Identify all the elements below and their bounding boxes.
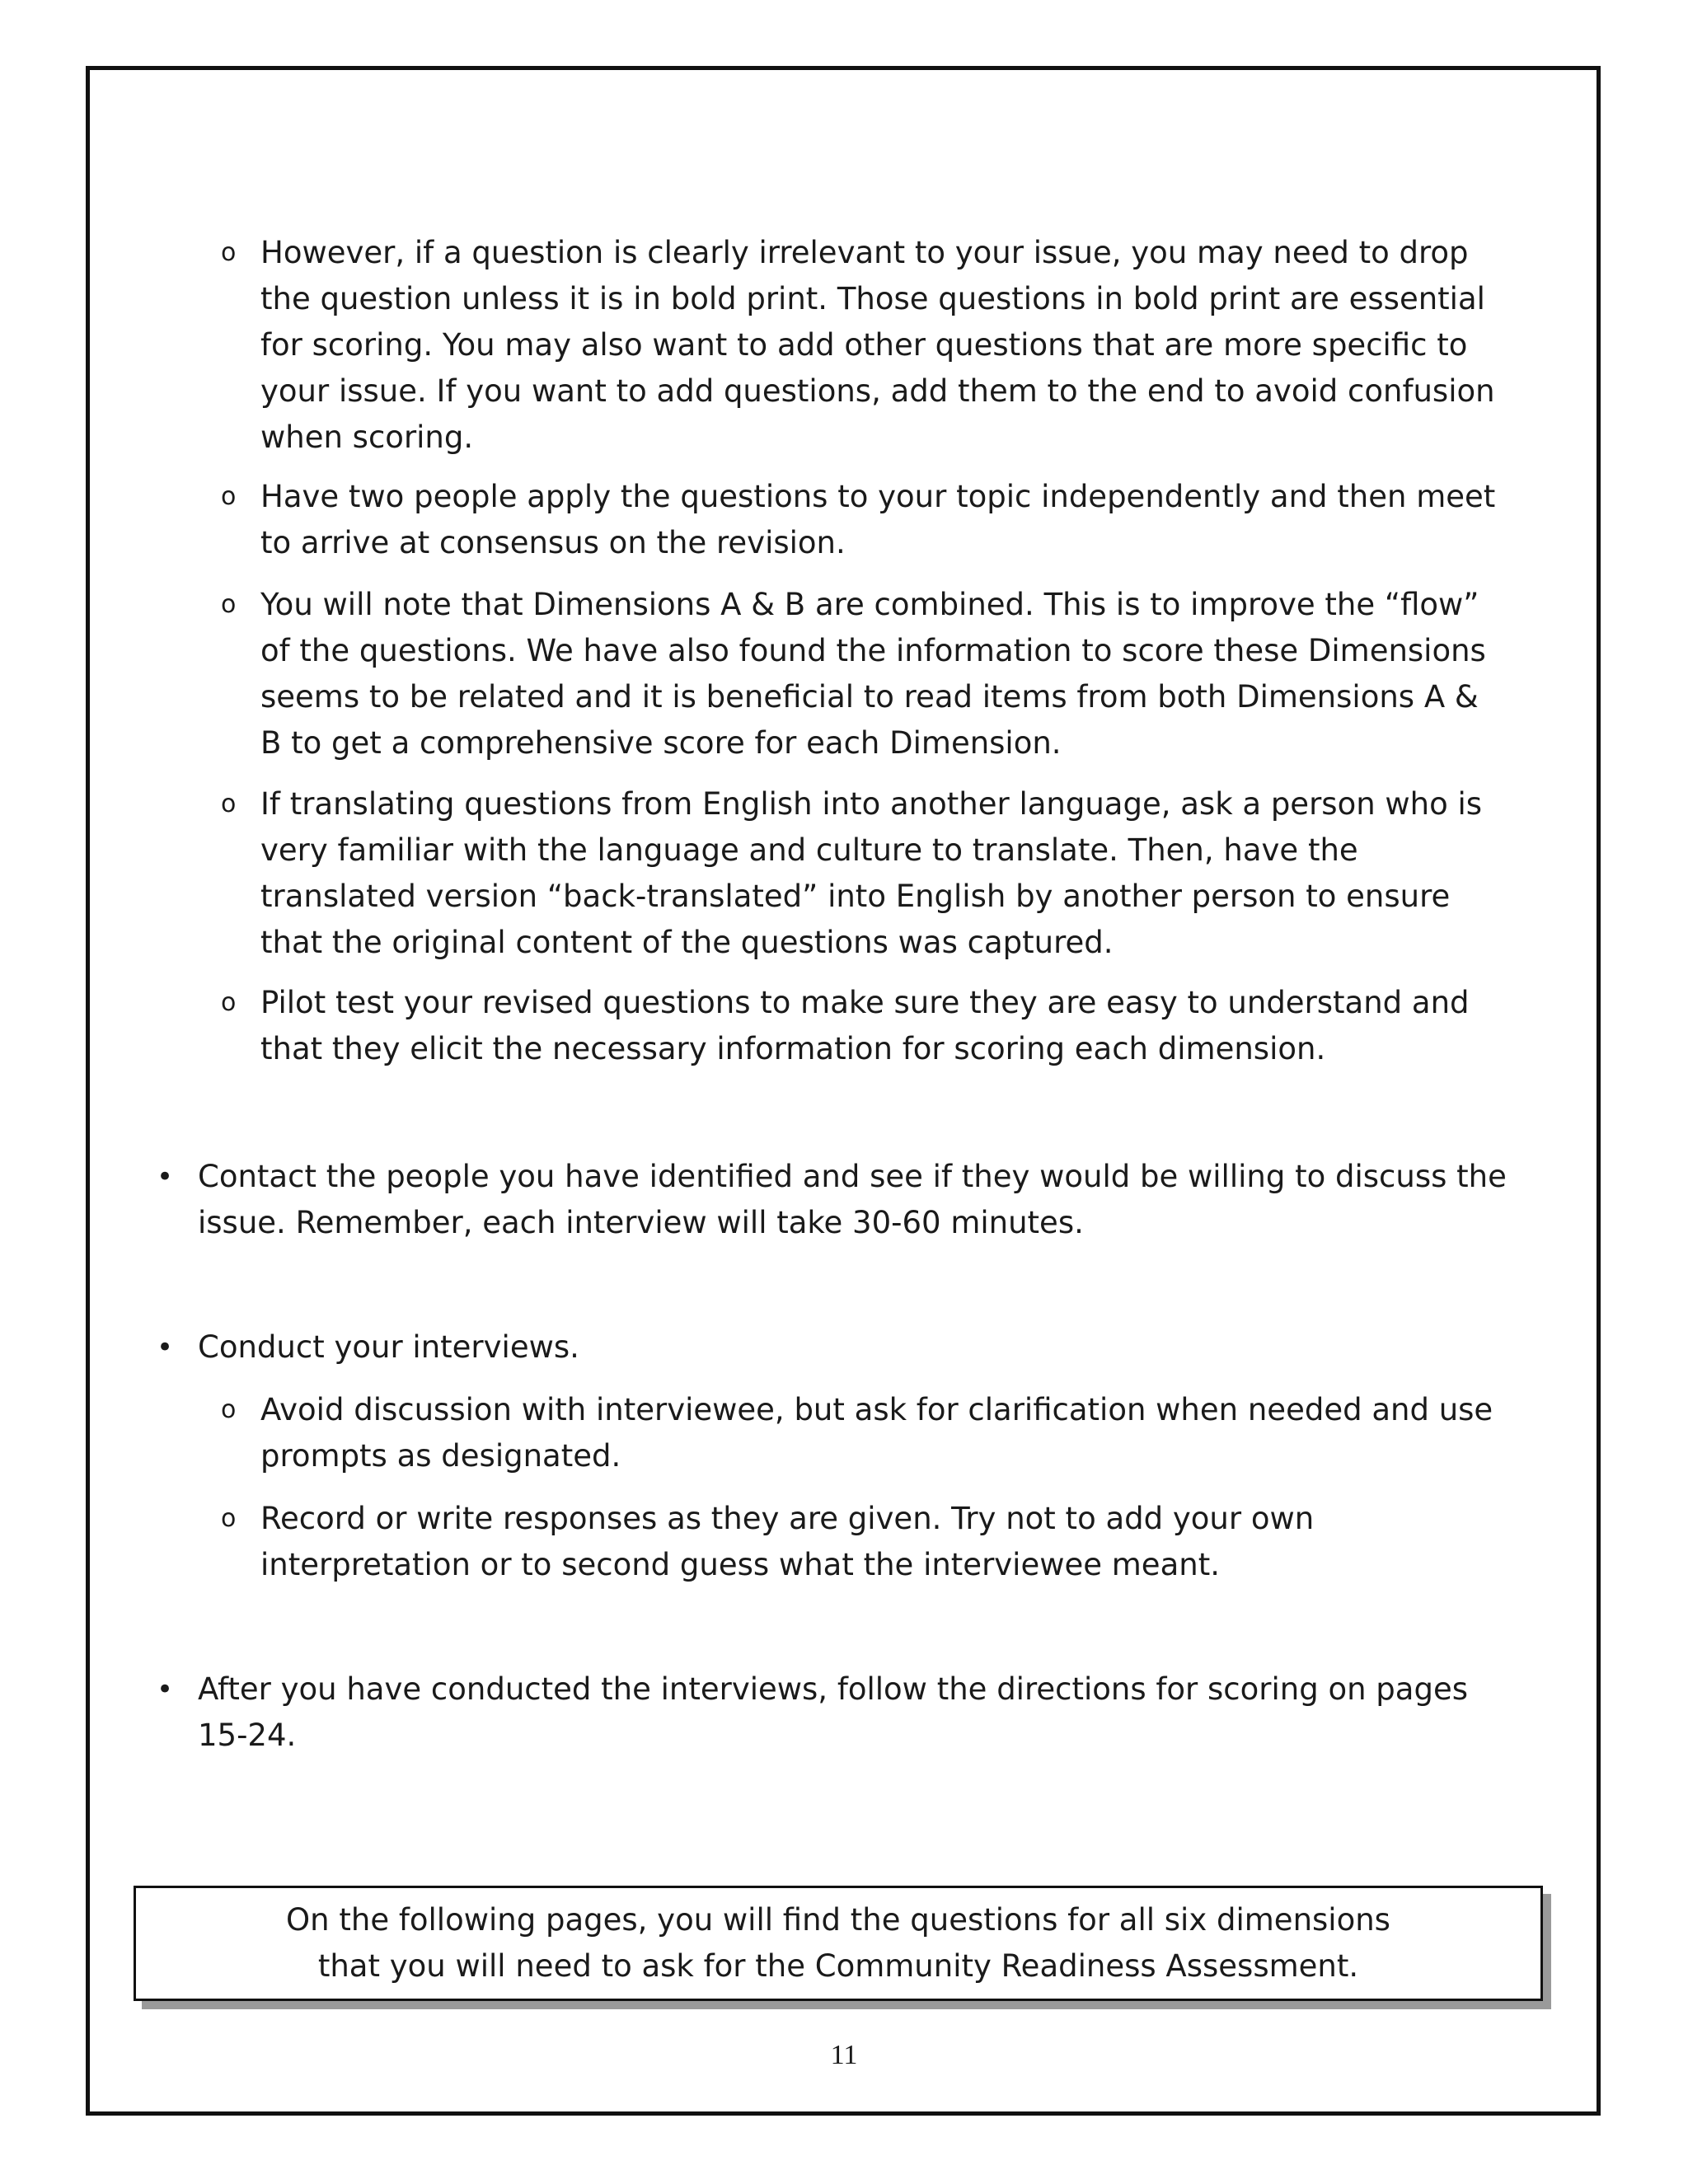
list-item-text: Pilot test your revised questions to make sure they are easy to understand and that they elicit the necessary information for scoring each dimension. [260, 985, 1470, 1066]
note-box [134, 1886, 1543, 2001]
bullet-item [157, 1154, 1508, 1246]
hollow-bullet-icon: o [221, 238, 237, 267]
bullet-icon: • [157, 1673, 174, 1706]
note-line-2: that you will need to ask for the Community Readiness Assessment. [317, 1948, 1359, 1984]
list-item-text: Avoid discussion with interviewee, but ask for clarification when needed and use prompts as designated. [260, 1392, 1493, 1474]
hollow-bullet-icon: o [221, 482, 237, 511]
bullet-item [157, 1324, 1508, 1371]
bullet-icon: • [157, 1160, 174, 1193]
page-number: 11 [830, 2040, 858, 2070]
hollow-bullet-icon: o [221, 1504, 237, 1533]
hollow-bullet-icon: o [221, 790, 237, 818]
list-item [221, 1387, 1507, 1479]
bullet-item-text: Conduct your interviews. [198, 1329, 579, 1365]
list-item [221, 474, 1507, 566]
bullet-item [157, 1666, 1508, 1759]
hollow-bullet-icon: o [221, 1395, 237, 1424]
list-item-text: If translating questions from English into another language, ask a person who is very familiar with the language and culture to translate. Then, have the translated version “back-translated” into English by another person to ensure that the original content of the questions was captured. [260, 786, 1483, 960]
list-item [221, 781, 1507, 966]
hollow-bullet-icon: o [221, 988, 237, 1017]
list-item [221, 980, 1507, 1072]
list-item [221, 582, 1507, 766]
hollow-bullet-icon: o [221, 590, 237, 619]
list-item-text: Have two people apply the questions to your topic independently and then meet to arrive at consensus on the revision. [260, 479, 1496, 560]
list-item-text: However, if a question is clearly irrelevant to your issue, you may need to drop the question unless it is in bold print. Those questions in bold print are essential for scoring. You may also want to add other questions that are more specific to your issue. If you want to add questions, add them to the end to avoid confusion when scoring. [260, 235, 1495, 455]
bullet-item-text: After you have conducted the interviews, follow the directions for scoring on pages 15-24. [198, 1671, 1468, 1753]
list-item [221, 230, 1507, 461]
list-item [221, 1496, 1507, 1588]
list-item-text: Record or write responses as they are given. Try not to add your own interpretation or to second guess what the interviewee meant. [260, 1501, 1315, 1582]
bullet-item-text: Contact the people you have identified and see if they would be willing to discuss the issue. Remember, each interview will take 30-60 minutes. [198, 1159, 1507, 1240]
list-item-text: You will note that Dimensions A & B are combined. This is to improve the “flow” of the questions. We have also found the information to score these Dimensions seems to be related and it is beneficial to read items from both Dimensions A & B to get a comprehensive score for each Dimension. [260, 587, 1486, 761]
note-line-1: On the following pages, you will find the questions for all six dimensions [286, 1902, 1390, 1938]
bullet-icon: • [157, 1331, 174, 1364]
